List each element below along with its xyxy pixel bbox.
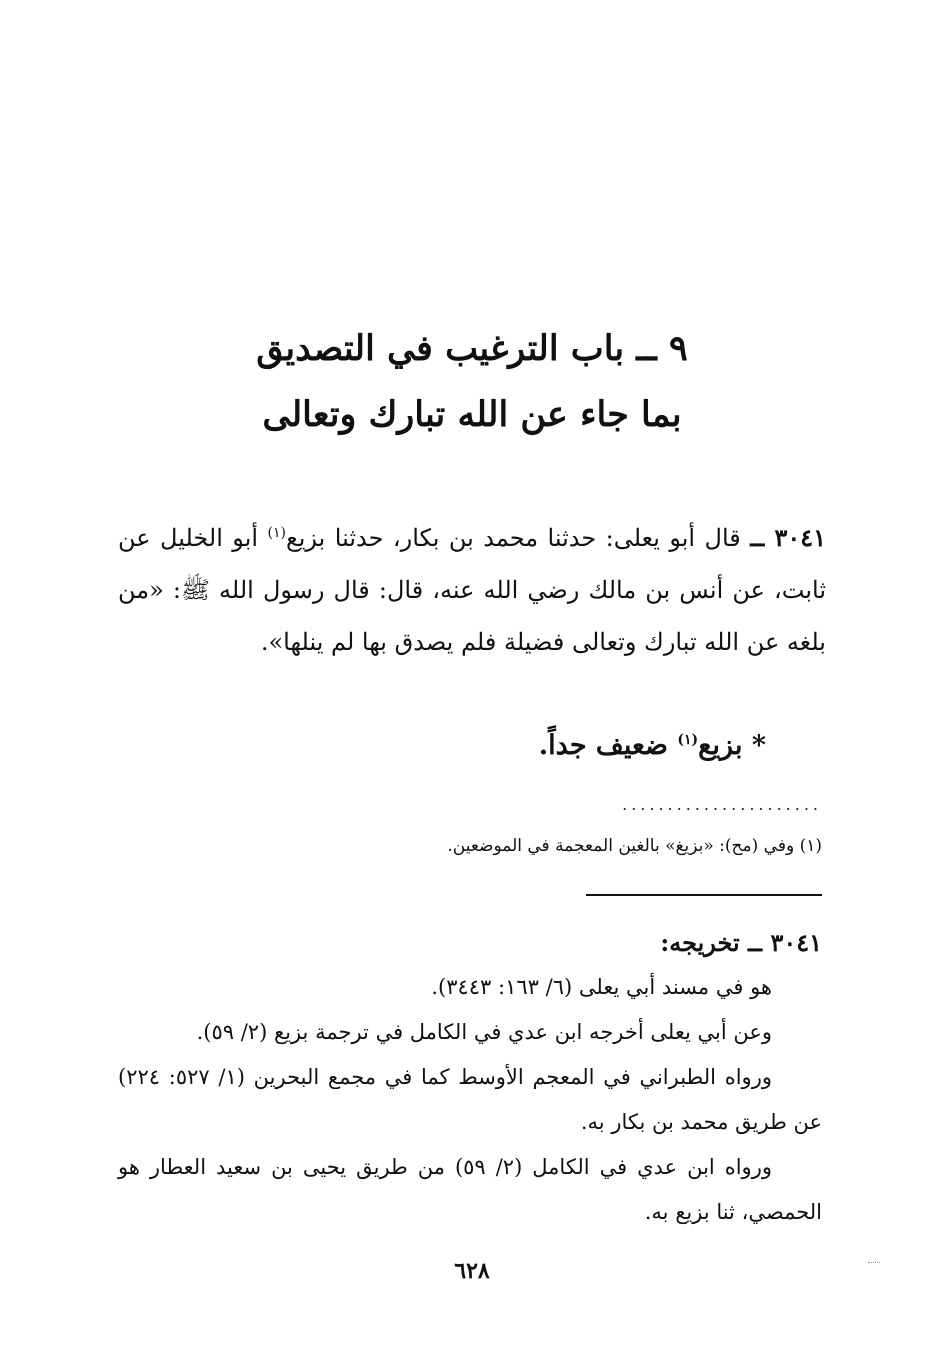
scan-speck [868,1262,880,1267]
footnote-marker: (١) [267,525,286,541]
takhrij-heading: ٣٠٤١ ــ تخريجه: [660,928,822,957]
hadith-text [118,512,826,668]
takhrij-paragraph-1: هو في مسند أبي يعلى (٦/ ١٦٣: ٣٤٤٣). [431,975,772,999]
footnote-text: وفي (مح): «بزيغ» بالغين المعجمة في الموضعين. [447,836,795,856]
takhrij-paragraph-3: ورواه الطبراني في المعجم الأوسط كما في مجمع البحرين (١/ ٥٢٧: ٢٢٤) عن طريق محمد بن بكار به. [118,1065,822,1134]
verdict-star: * [751,730,766,761]
page-number: ٦٢٨ [454,1258,490,1284]
section-divider [586,894,822,896]
footnote-separator-dots: ...................... [622,795,822,814]
takhrij-section [118,920,822,1235]
hadith-number: ٣٠٤١ ــ [750,523,826,552]
footnote-number: (١) [799,836,822,856]
verdict-footnote-marker: (١) [677,732,699,748]
verdict-text: ضعيف جداً. [538,730,668,761]
verdict-narrator-name: بزيع [698,730,743,761]
chapter-title-line-2: بما جاء عن الله تبارك وتعالى [262,394,682,435]
narrator-verdict [118,720,766,772]
chapter-title [140,316,804,448]
chapter-title-line-1: ٩ ــ باب الترغيب في التصديق [256,328,688,369]
takhrij-paragraph-2: وعن أبي يعلى أخرجه ابن عدي في الكامل في ترجمة بزيع (٢/ ٥٩). [196,1020,772,1044]
hadith-text-part-2: أبو الخليل عن ثابت، عن أنس بن مالك رضي الله عنه، قال: قال رسول الله ﷺ: «من بلغه عن الله تبارك وتعالى فضيلة فلم يصدق بها لم ينلها». [118,524,826,656]
hadith-text-part-1: قال أبو يعلى: حدثنا محمد بن بكار، حدثنا بزيع [285,524,741,552]
takhrij-paragraph-4: ورواه ابن عدي في الكامل (٢/ ٥٩) من طريق يحيى بن سعيد العطار هو الحمصي، ثنا بزيع به. [118,1155,822,1224]
footnote [120,832,822,860]
